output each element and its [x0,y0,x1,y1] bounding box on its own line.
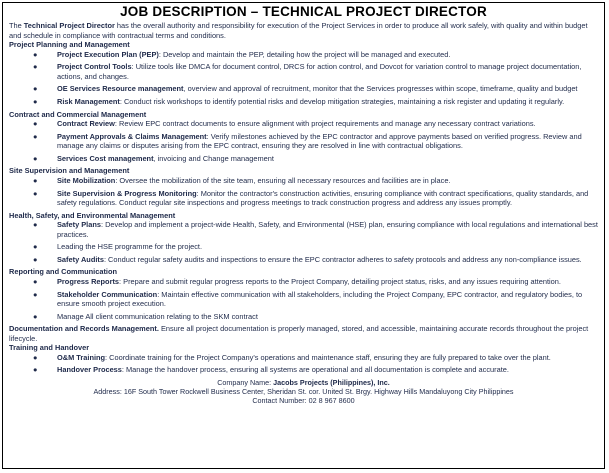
bullet-icon: ● [33,289,38,299]
section-inline-text: Ensure all project documentation is properly managed, stored, and accessible, maintaining accurate records throughout the project lifecycle. [9,324,589,343]
item-term: Risk Management [57,96,120,106]
item-text: : Maintain effective communication with all stakeholders, including the Project Company, EPC contractor, and regulatory bodies, to ensure smooth project execution. [57,289,583,308]
bullet-icon: ● [33,62,38,72]
bullet-icon: ● [33,311,38,321]
item-text: Leading the HSE programme for the project. [57,242,203,252]
item-text: : Review EPC contract documents to ensure alignment with project requirements and manage any necessary contract variations. [114,119,536,129]
item-term: Stakeholder Communication [57,289,158,299]
item-text: : Utilize tools like DMCA for document control, DRCS for action control, and Dovcot for variation control to manage project documentation, actions, and changes. [57,62,582,81]
list-item [9,365,598,374]
bullet-icon: ● [33,96,38,106]
section-heading [9,324,598,343]
list-item [9,97,598,106]
bullet-icon: ● [33,175,38,185]
section-heading-label: Site Supervision and Management [9,166,130,176]
item-text: : Verify milestones achieved by the EPC contractor and approve payments based on verified progress. Review and manage any claims or disputes arising from the EPC contract, ensuring they are resolved in line with contractual obligations. [57,131,582,151]
section-heading-label: Health, Safety, and Environmental Management [9,210,176,220]
company-contact: Contact Number: 02 8 967 8600 [252,396,355,406]
list-item [9,84,598,93]
list-item [9,176,598,185]
company-line [9,378,598,387]
section-list [9,119,598,163]
item-text: : Develop and maintain the PEP, detailing how the project will be managed and executed. [158,49,451,59]
section-heading [9,211,598,221]
section-heading [9,343,598,353]
item-term: O&M Training [57,352,106,362]
intro-text: has the overall authority and responsibility for execution of the Project Services in order to produce all work safely, with quality and within budget and schedule in compliance with contractual terms and conditions. [9,21,588,40]
item-term: Contract Review [57,119,115,129]
item-term: Project Execution Plan (PEP) [57,49,159,59]
sections-container [9,40,598,375]
bullet-icon: ● [33,254,38,264]
section-heading [9,110,598,120]
bullet-icon: ● [33,242,38,252]
section-list [9,277,598,321]
bullet-icon: ● [33,153,38,163]
item-term: Project Control Tools [57,62,132,72]
item-term: OE Services Resource management [57,84,184,94]
item-term: Safety Audits [57,254,104,264]
section-heading-label: Documentation and Records Management. [9,324,159,334]
list-item [9,220,598,239]
intro-paragraph [9,21,598,40]
section-heading-label: Contract and Commercial Management [9,109,147,119]
section-heading-label: Reporting and Communication [9,267,117,277]
item-text: : Manage the handover process, ensuring all systems are operational and all documentation is complete and accurate. [121,365,509,375]
list-item [9,312,598,321]
company-footer [9,378,598,406]
bullet-icon: ● [33,276,38,286]
bullet-icon: ● [33,188,38,198]
section-list [9,176,598,207]
bullet-icon: ● [33,365,38,375]
list-item [9,154,598,163]
intro-role-term: Technical Project Director [23,21,115,30]
bullet-icon: ● [33,119,38,129]
bullet-icon: ● [33,49,38,59]
list-item [9,277,598,286]
bullet-icon: ● [33,220,38,230]
item-text: , invoicing and Change management [153,153,274,163]
job-description-document [2,2,605,469]
item-term: Progress Reports [57,276,120,286]
item-text: : Monitor the contractor's construction activities, ensuring compliance with contract specifications, quality standards, and safety regulations. Conduct regular site inspections and progress meetings to track construction progress and address any issues promptly. [57,188,589,207]
bullet-icon: ● [33,131,38,141]
list-item [9,50,598,59]
item-text: : Conduct risk workshops to identify potential risks and develop mitigation strategies, maintaining a risk register and updating it regularly. [119,96,565,106]
bullet-icon: ● [33,352,38,362]
section-list [9,50,598,107]
section-list [9,220,598,264]
list-item [9,290,598,309]
list-item [9,353,598,362]
item-term: Safety Plans [57,220,101,230]
item-term: Site Supervision & Progress Monitoring [57,188,197,198]
item-text: : Conduct regular safety audits and inspections to ensure the EPC contractor adheres to safety protocols and address any non-compliance issues. [103,254,582,264]
intro-prefix: The [9,21,24,30]
bullet-icon: ● [33,84,38,94]
section-list [9,353,598,375]
item-text: , overview and approval of recruitment, monitor that the Services progresses within scope, timeframe, quality and budget [183,84,578,94]
document-title: JOB DESCRIPTION – TECHNICAL PROJECT DIRECTOR [120,4,487,19]
section-heading [9,267,598,277]
section-heading-label: Project Planning and Management [9,40,130,50]
list-item [9,189,598,208]
section-heading-label: Training and Handover [9,343,90,353]
item-text: : Coordinate training for the Project Company's operations and maintenance staff, ensuring they are fully prepared to take over the plant. [105,352,551,362]
list-item [9,62,598,81]
company-name: Jacobs Projects (Philippines), Inc. [273,378,390,388]
item-text: : Develop and implement a project-wide Health, Safety, and Environmental (HSE) plan, ensuring compliance with local regulations and international best practices. [57,220,598,239]
item-term: Services Cost management [57,153,154,163]
section-heading [9,166,598,176]
list-item [9,242,598,251]
item-text: : Oversee the mobilization of the site team, ensuring all necessary resources and facilities are in place. [115,175,451,185]
company-address: Address: 16F South Tower Rockwell Business Center, Sheridan St. cor. United St. Brgy. Highway Hills Mandaluyong City Philippines [93,387,514,397]
list-item [9,119,598,128]
item-text: : Prepare and submit regular progress reports to the Project Company, detailing project status, risks, and any issues requiring attention. [119,276,561,286]
item-text: Manage All client communication relating to the SKM contract [57,311,258,321]
list-item [9,255,598,264]
company-label: Company Name: [217,378,274,388]
item-term: Payment Approvals & Claims Management [57,131,207,141]
section-heading [9,40,598,50]
item-term: Site Mobilization [57,175,116,185]
item-term: Handover Process [57,365,122,375]
list-item [9,132,598,151]
